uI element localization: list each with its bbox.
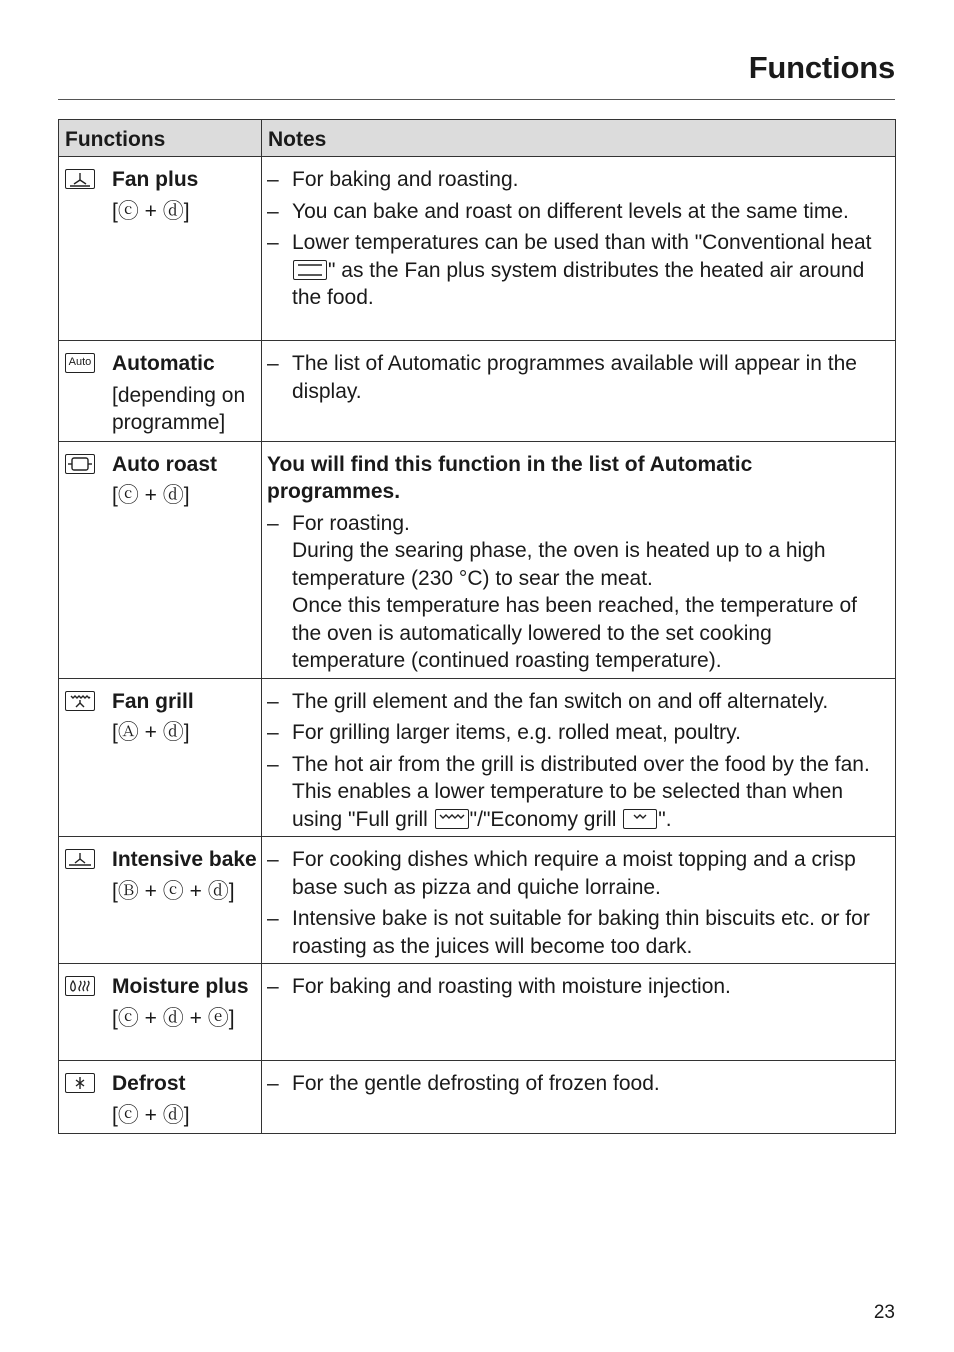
function-cell (59, 837, 262, 964)
auto-roast-icon (65, 454, 95, 474)
page-title: Functions (748, 50, 895, 85)
defrost-icon (65, 1073, 95, 1093)
note-text: For the gentle defrosting of frozen food. (292, 1072, 660, 1095)
function-cell (59, 157, 262, 341)
note-text: For roasting. During the searing phase, the oven is heated up to a high temperature (230 °C) to sear the meat. Once this temperature has been reached, the temperature of the oven is automatically lowered to the set cooking temperature (continued roasting temperature). (292, 511, 858, 672)
function-cell (59, 441, 262, 678)
note-text: You can bake and roast on different levels at the same time. (292, 199, 849, 223)
table-row (59, 441, 896, 678)
note-text: Intensive bake is not suitable for baking thin biscuits etc. or for roasting as the juices will become too dark. (292, 907, 870, 958)
notes-cell (262, 341, 896, 442)
economy-grill-icon (623, 809, 657, 829)
function-keys: [Ⓑ + ⓒ + ⓓ] (112, 879, 235, 903)
note-item: – For roasting. During the searing phase, the oven is heated up to a high temperature (230 °C) to sear the meat. Once this temperature has been reached, the temperature of the oven is automatically lowered to the set cooking temperature (continued roasting temperature). (267, 511, 858, 672)
note-text: For baking and roasting. (292, 168, 519, 191)
table-row (59, 678, 896, 837)
notes-cell (262, 837, 896, 964)
moisture-plus-icon (65, 976, 95, 996)
note-text: For cooking dishes which require a moist topping and a crisp base such as pizza and quiche lorraine. (292, 848, 856, 899)
page-number: 23 (873, 1302, 895, 1323)
function-name: Fan plus (112, 168, 199, 191)
note-text: " as the Fan plus system distributes the heated air around the food. (292, 258, 865, 309)
function-name: Defrost (112, 1072, 186, 1095)
header-notes: Notes (262, 120, 896, 157)
note-intro: You will find this function in the list of Automatic programmes. (267, 452, 753, 503)
notes-cell (262, 1061, 896, 1134)
function-cell (59, 678, 262, 837)
fan-grill-icon (65, 691, 95, 711)
full-grill-icon (435, 809, 469, 829)
note-text: The hot air from the grill is distributed over the food by the fan. This enables a lower temperature to be selected than when using "Full grill (292, 752, 870, 831)
note-item: – For baking and roasting. (267, 168, 519, 191)
note-text: The list of Automatic programmes available will appear in the display. (292, 352, 857, 403)
notes-cell (262, 964, 896, 1061)
function-keys: [ⓒ + ⓓ] (112, 1103, 190, 1127)
function-name: Intensive bake (112, 848, 257, 871)
function-keys: [ⓒ + ⓓ] (112, 484, 190, 507)
function-name: Automatic (112, 352, 215, 375)
note-text: ". (658, 807, 672, 831)
notes-cell (262, 678, 896, 837)
note-item: – You can bake and roast on different levels at the same time. (267, 199, 849, 223)
header-functions: Functions (59, 120, 262, 157)
function-cell (59, 964, 262, 1061)
function-cell (59, 1061, 262, 1134)
table-row (59, 157, 896, 341)
function-keys: [depending on programme] (112, 383, 246, 434)
note-item: – For cooking dishes which require a moist topping and a crisp base such as pizza and quiche lorraine. (267, 848, 856, 899)
table-row (59, 1061, 896, 1134)
table-header-row (59, 120, 896, 157)
note-text: The grill element and the fan switch on and off alternately. (292, 689, 829, 713)
function-name: Fan grill (112, 689, 194, 713)
note-item: – The hot air from the grill is distributed over the food by the fan. This enables a lower temperature to be selected than when using "Full grill "/"Economy grill ". (267, 752, 870, 831)
functions-table (58, 119, 896, 1134)
note-item: – The list of Automatic programmes available will appear in the display. (267, 352, 857, 403)
note-text: Lower temperatures can be used than with "Conventional heat (292, 231, 872, 254)
function-keys: [Ⓐ + ⓓ] (112, 721, 190, 744)
note-item: – Lower temperatures can be used than with "Conventional heat " as the Fan plus system distributes the heated air around the food. (267, 231, 872, 309)
fan-plus-icon (65, 169, 95, 189)
notes-cell (262, 157, 896, 341)
note-item: – The grill element and the fan switch on and off alternately. (267, 689, 829, 713)
note-item: – For grilling larger items, e.g. rolled meat, poultry. (267, 721, 741, 744)
function-name: Moisture plus (112, 975, 249, 998)
table-row (59, 964, 896, 1061)
table-row (59, 341, 896, 442)
note-item: – For baking and roasting with moisture injection. (267, 975, 731, 998)
note-text: For baking and roasting with moisture injection. (292, 975, 731, 998)
function-keys: [ⓒ + ⓓ + ⓔ] (112, 1006, 235, 1030)
note-item: – Intensive bake is not suitable for baking thin biscuits etc. or for roasting as the juices will become too dark. (267, 907, 870, 958)
note-item: – For the gentle defrosting of frozen food. (267, 1072, 660, 1095)
note-text: For grilling larger items, e.g. rolled meat, poultry. (292, 721, 741, 744)
function-keys: [ⓒ + ⓓ] (112, 199, 190, 223)
conventional-heat-icon (293, 260, 327, 280)
function-cell (59, 341, 262, 442)
table-row (59, 837, 896, 964)
title-rule (58, 99, 895, 100)
note-text: "/"Economy grill (469, 807, 623, 831)
intensive-bake-icon (65, 849, 95, 869)
function-name: Auto roast (112, 452, 217, 476)
auto-icon: Auto (65, 353, 95, 373)
notes-cell (262, 441, 896, 678)
